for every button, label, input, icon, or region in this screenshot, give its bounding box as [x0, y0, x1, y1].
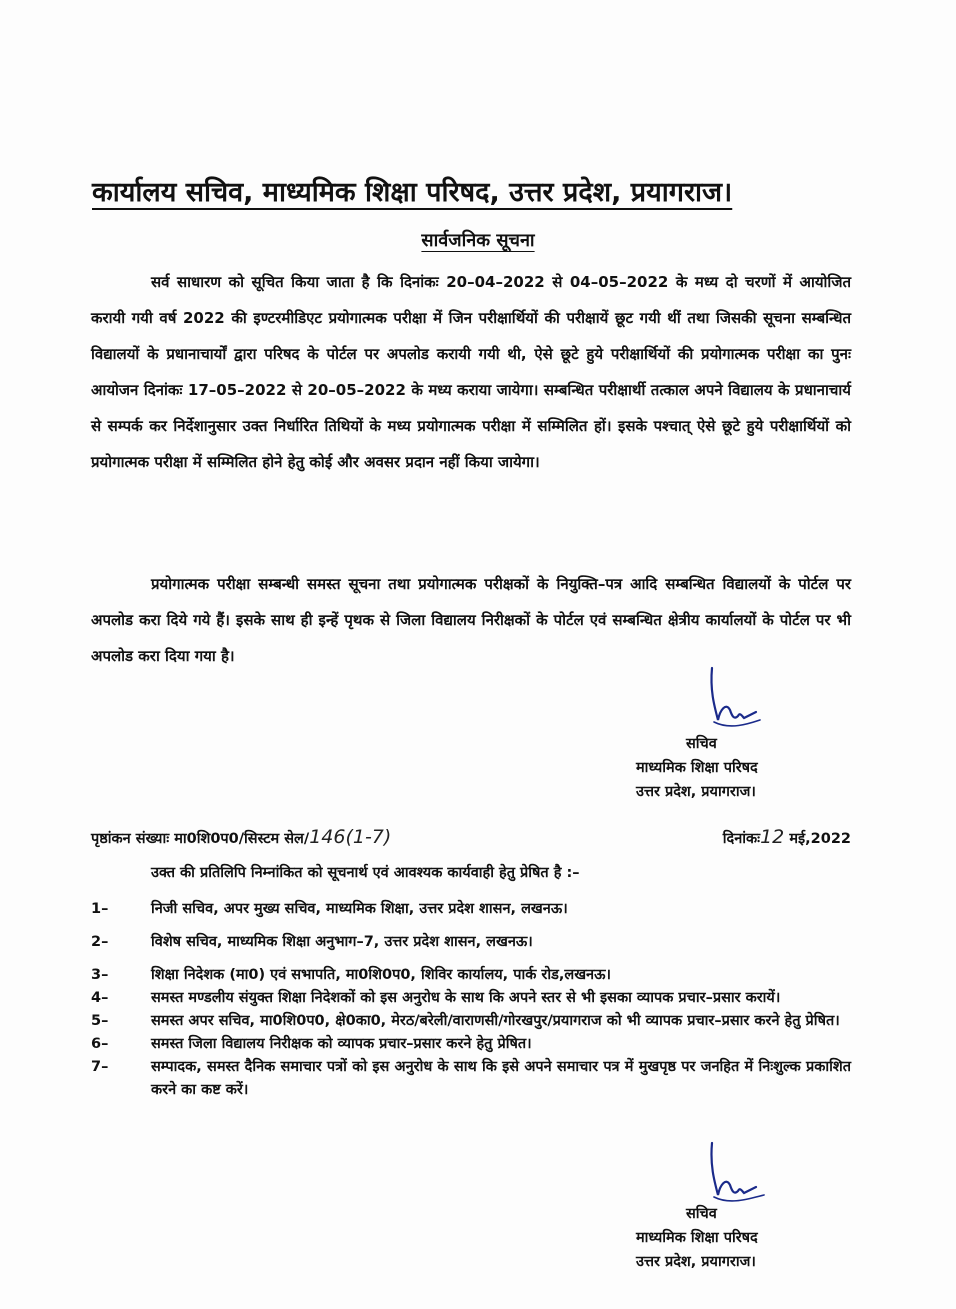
list-item-number: 7–	[91, 1059, 109, 1075]
list-item-number: 1–	[91, 901, 109, 917]
list-item-text: समस्त मण्डलीय संयुक्त शिक्षा निदेशकों को इस अनुरोध के साथ कि अपने स्तर से भी इसका व्यापक प्रचार–प्रसार करायें।	[151, 990, 781, 1006]
list-item-number: 3–	[91, 967, 109, 983]
signatory-title: सचिव	[686, 736, 717, 752]
list-item-text: समस्त अपर सचिव, मा0शि0प0, क्षे0का0, मेरठ/बरेली/वाराणसी/गोरखपुर/प्रयागराज को भी व्यापक प्रचार–प्रसार करने हेतु प्रेषित।	[151, 1013, 840, 1029]
list-item	[91, 1010, 851, 1033]
list-item	[91, 964, 851, 987]
list-item-number: 5–	[91, 1013, 109, 1029]
copy-intro: उक्त की प्रतिलिपि निम्नांकित को सूचनार्थ एवं आवश्यक कार्यवाही हेतु प्रेषित है :–	[151, 865, 580, 881]
list-item-number: 6–	[91, 1036, 109, 1052]
signatory-office: माध्यमिक शिक्षा परिषद	[636, 760, 758, 776]
list-item	[91, 987, 851, 1010]
list-item	[91, 1033, 851, 1056]
notice-paragraph-1: सर्व साधारण को सूचित किया जाता है कि दिनांकः 20–04–2022 से 04–05–2022 के मध्य दो चरणों में आयोजित करायी गयी वर्ष 2022 की इण्टरमीडिएट प्रयोगात्मक परीक्षा में जिन परीक्षार्थियों की परीक्षायें छूट गयी थीं तथा जिसकी सूचना सम्बन्धित विद्यालयों के प्रधानाचार्यों द्वारा परिषद के पोर्टल पर अपलोड करायी गयी थी, ऐसे छूटे हुये परीक्षार्थियों की प्रयोगात्मक परीक्षा का पुनः आयोजन दिनांकः 17–05–2022 से 20–05–2022 के मध्य कराया जायेगा। सम्बन्धित परीक्षार्थी तत्काल अपने विद्यालय के प्रधानाचार्य से सम्पर्क कर निर्देशानुसार उक्त निर्धारित तिथियों के मध्य प्रयोगात्मक परीक्षा में सम्मिलित हों। इसके पश्चात् ऐसे छूटे हुये परीक्षार्थियों को प्रयोगात्मक परीक्षा में सम्मिलित होने हेतु कोई और अवसर प्रदान नहीं किया जायेगा।	[91, 273, 851, 471]
date-month-year: मई,2022	[789, 831, 851, 847]
list-item-text: समस्त जिला विद्यालय निरीक्षक को व्यापक प्रचार–प्रसार करने हेतु प्रेषित।	[151, 1036, 532, 1052]
signatory-location: उत्तर प्रदेश, प्रयागराज।	[636, 784, 756, 800]
date-day-handwritten: 12	[760, 826, 785, 848]
office-heading: कार्यालय सचिव, माध्यमिक शिक्षा परिषद, उत्तर प्रदेश, प्रयागराज।	[92, 177, 733, 208]
signatory-office: माध्यमिक शिक्षा परिषद	[636, 1230, 758, 1246]
recipient-list	[91, 898, 851, 1102]
signatory-location: उत्तर प्रदेश, प्रयागराज।	[636, 1254, 756, 1270]
list-item-text: निजी सचिव, अपर मुख्य सचिव, माध्यमिक शिक्षा, उत्तर प्रदेश शासन, लखनऊ।	[151, 901, 568, 917]
list-item	[91, 1056, 851, 1102]
reference-number-handwritten: 146(1-7)	[309, 826, 392, 848]
reference-line	[91, 826, 851, 848]
list-item-text: सम्पादक, समस्त दैनिक समाचार पत्रों को इस अनुरोध के साथ कि इसे अपने समाचार पत्र में मुखपृष्ठ पर जनहित में निःशुल्क प्रकाशित करने का कष्ट करें।	[151, 1059, 851, 1098]
list-item-number: 2–	[91, 934, 109, 950]
reference-date	[723, 826, 851, 848]
notice-paragraph-2: प्रयोगात्मक परीक्षा सम्बन्धी समस्त सूचना तथा प्रयोगात्मक परीक्षकों के नियुक्ति–पत्र आदि सम्बन्धित विद्यालयों के पोर्टल पर अपलोड करा दिये गये हैं। इसके साथ ही इन्हें पृथक से जिला विद्यालय निरीक्षकों के पोर्टल एवं सम्बन्धित क्षेत्रीय कार्यालयों के पोर्टल पर भी अपलोड करा दिया गया है।	[91, 575, 851, 665]
signatory-title: सचिव	[686, 1206, 717, 1222]
signature-block-1	[636, 732, 758, 804]
signature-block-2	[636, 1202, 758, 1274]
list-item-text: विशेष सचिव, माध्यमिक शिक्षा अनुभाग–7, उत्तर प्रदेश शासन, लखनऊ।	[151, 934, 533, 950]
list-item-number: 4–	[91, 990, 109, 1006]
list-item-text: शिक्षा निदेशक (मा0) एवं सभापति, मा0शि0प0, शिविर कार्यालय, पार्क रोड,लखनऊ।	[151, 967, 611, 983]
reference-prefix: पृष्ठांकन संख्याः मा0शि0प0/सिस्टम सेल/	[91, 831, 310, 847]
list-item	[91, 898, 851, 921]
handwritten-signature	[700, 660, 770, 740]
date-label: दिनांकः	[722, 831, 761, 847]
list-item	[91, 931, 851, 954]
notice-title: सार्वजनिक सूचना	[421, 230, 535, 251]
